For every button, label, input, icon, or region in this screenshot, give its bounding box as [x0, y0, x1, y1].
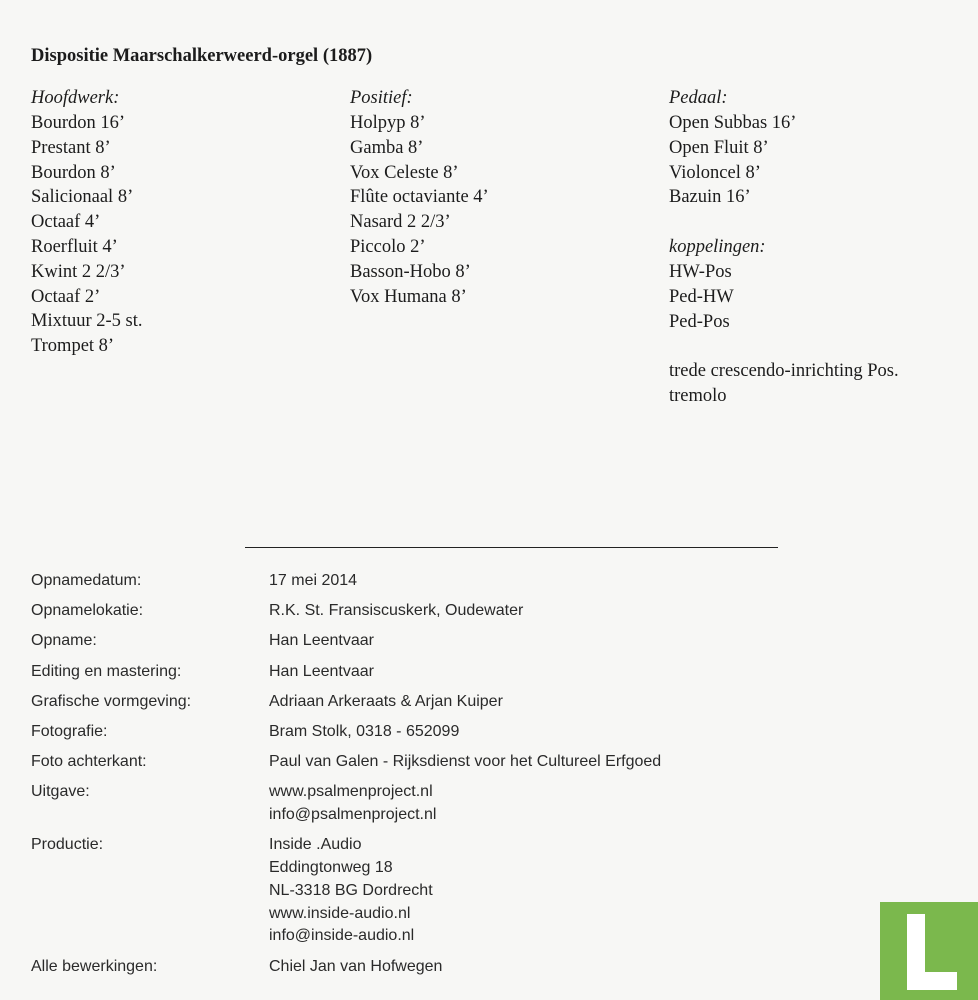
credit-values: [269, 691, 503, 714]
pedaal-stop-list: [669, 111, 899, 210]
stop-item: Bourdon 16’: [31, 113, 126, 133]
extra-item: trede crescendo-inrichting Pos.: [669, 361, 899, 382]
credit-row: [31, 630, 661, 653]
credit-row: [31, 721, 661, 744]
credit-row: [31, 781, 661, 827]
stop-item: Violoncel 8’: [669, 162, 761, 183]
credit-label: Uitgave:: [31, 783, 90, 801]
stop-item: Mixtuur 2-5 st.: [31, 311, 143, 332]
credits-table: [31, 570, 661, 986]
credit-label: Opnamedatum:: [31, 572, 142, 589]
credit-values: [269, 721, 459, 744]
hoofdwerk-stop-list: [31, 111, 143, 359]
stop-item: Vox Celeste 8’: [350, 162, 459, 183]
pedaal-column: [669, 86, 899, 409]
document-title: Dispositie Maarschalkerweerd-orgel (1887): [31, 46, 373, 66]
credit-label: Editing en mastering:: [31, 662, 182, 680]
stop-item: Holpyp 8’: [350, 113, 426, 133]
credit-values: [269, 834, 433, 948]
credit-label: Opnamelokatie:: [31, 602, 144, 620]
positief-heading: Positief:: [350, 88, 413, 108]
stop-item: Salicionaal 8’: [31, 187, 134, 208]
credit-label: Productie:: [31, 836, 104, 854]
koppelingen-heading: koppelingen:: [669, 236, 766, 257]
positief-stop-list: [350, 111, 489, 309]
hoofdwerk-column: [31, 86, 143, 359]
credit-label: Grafische vormgeving:: [31, 692, 192, 710]
credit-value: info@inside-audio.nl: [269, 927, 415, 945]
credit-values: [269, 630, 374, 653]
stop-item: Flûte octaviante 4’: [350, 187, 489, 208]
credit-label: Fotografie:: [31, 722, 108, 740]
credit-value: Eddingtonweg 18: [269, 859, 393, 877]
stop-item: Vox Humana 8’: [350, 286, 467, 307]
stop-item: Kwint 2 2/3’: [31, 261, 126, 282]
stop-item: Basson-Hobo 8’: [350, 261, 471, 282]
coupler-item: Ped-HW: [669, 286, 734, 307]
credit-value: 17 mei 2014: [269, 572, 358, 589]
credit-values: [269, 661, 374, 684]
spacer: [669, 210, 899, 235]
credit-values: [269, 956, 442, 979]
stop-item: Roerfluit 4’: [31, 236, 118, 257]
credit-value: www.inside-audio.nl: [269, 904, 411, 922]
stop-item: Bazuin 16’: [669, 187, 751, 208]
credit-value: NL-3318 BG Dordrecht: [269, 881, 433, 899]
koppelingen-list: [669, 260, 899, 334]
credit-values: [269, 751, 661, 774]
credit-value: Inside .Audio: [269, 836, 362, 854]
stop-item: Open Fluit 8’: [669, 137, 769, 158]
credit-row: [31, 570, 661, 593]
credit-value: Han Leentvaar: [269, 662, 374, 680]
stop-item: Gamba 8’: [350, 137, 424, 158]
credit-value: info@psalmenproject.nl: [269, 806, 437, 824]
divider-line: [245, 547, 778, 548]
stop-item: Octaaf 2’: [31, 286, 101, 307]
credit-value: Chiel Jan van Hofwegen: [269, 957, 443, 975]
credit-values: [269, 570, 357, 593]
credit-row: [31, 956, 661, 979]
credit-value: Bram Stolk, 0318 - 652099: [269, 722, 460, 740]
stop-item: Trompet 8’: [31, 336, 115, 357]
hoofdwerk-heading: Hoofdwerk:: [31, 88, 120, 108]
credit-row: [31, 600, 661, 623]
credit-row: [31, 834, 661, 948]
credit-value: www.psalmenproject.nl: [269, 783, 433, 801]
l-logo-icon: [901, 912, 961, 992]
stop-item: Open Subbas 16’: [669, 113, 797, 133]
credit-row: [31, 751, 661, 774]
pedaal-heading: Pedaal:: [669, 88, 728, 108]
credit-values: [269, 600, 523, 623]
credit-value: Han Leentvaar: [269, 632, 374, 650]
logo: [880, 902, 978, 1000]
extra-item: tremolo: [669, 385, 727, 406]
spacer: [669, 334, 899, 359]
stop-item: Prestant 8’: [31, 137, 111, 158]
stop-item: Piccolo 2’: [350, 236, 426, 257]
positief-column: [350, 86, 489, 309]
credit-value: Adriaan Arkeraats & Arjan Kuiper: [269, 692, 503, 710]
coupler-item: Ped-Pos: [669, 311, 730, 332]
extras-list: [669, 359, 899, 409]
credit-value: Paul van Galen - Rijksdienst voor het Cultureel Erfgoed: [269, 753, 662, 771]
stop-item: Nasard 2 2/3’: [350, 212, 451, 233]
credit-row: [31, 691, 661, 714]
credit-value: R.K. St. Fransiscuskerk, Oudewater: [269, 602, 524, 620]
credit-row: [31, 661, 661, 684]
credit-label: Alle bewerkingen:: [31, 957, 158, 975]
stop-item: Bourdon 8’: [31, 162, 116, 183]
credit-label: Foto achterkant:: [31, 753, 147, 771]
credit-values: [269, 781, 436, 827]
credit-label: Opname:: [31, 632, 97, 650]
coupler-item: HW-Pos: [669, 261, 732, 282]
stop-item: Octaaf 4’: [31, 212, 101, 233]
